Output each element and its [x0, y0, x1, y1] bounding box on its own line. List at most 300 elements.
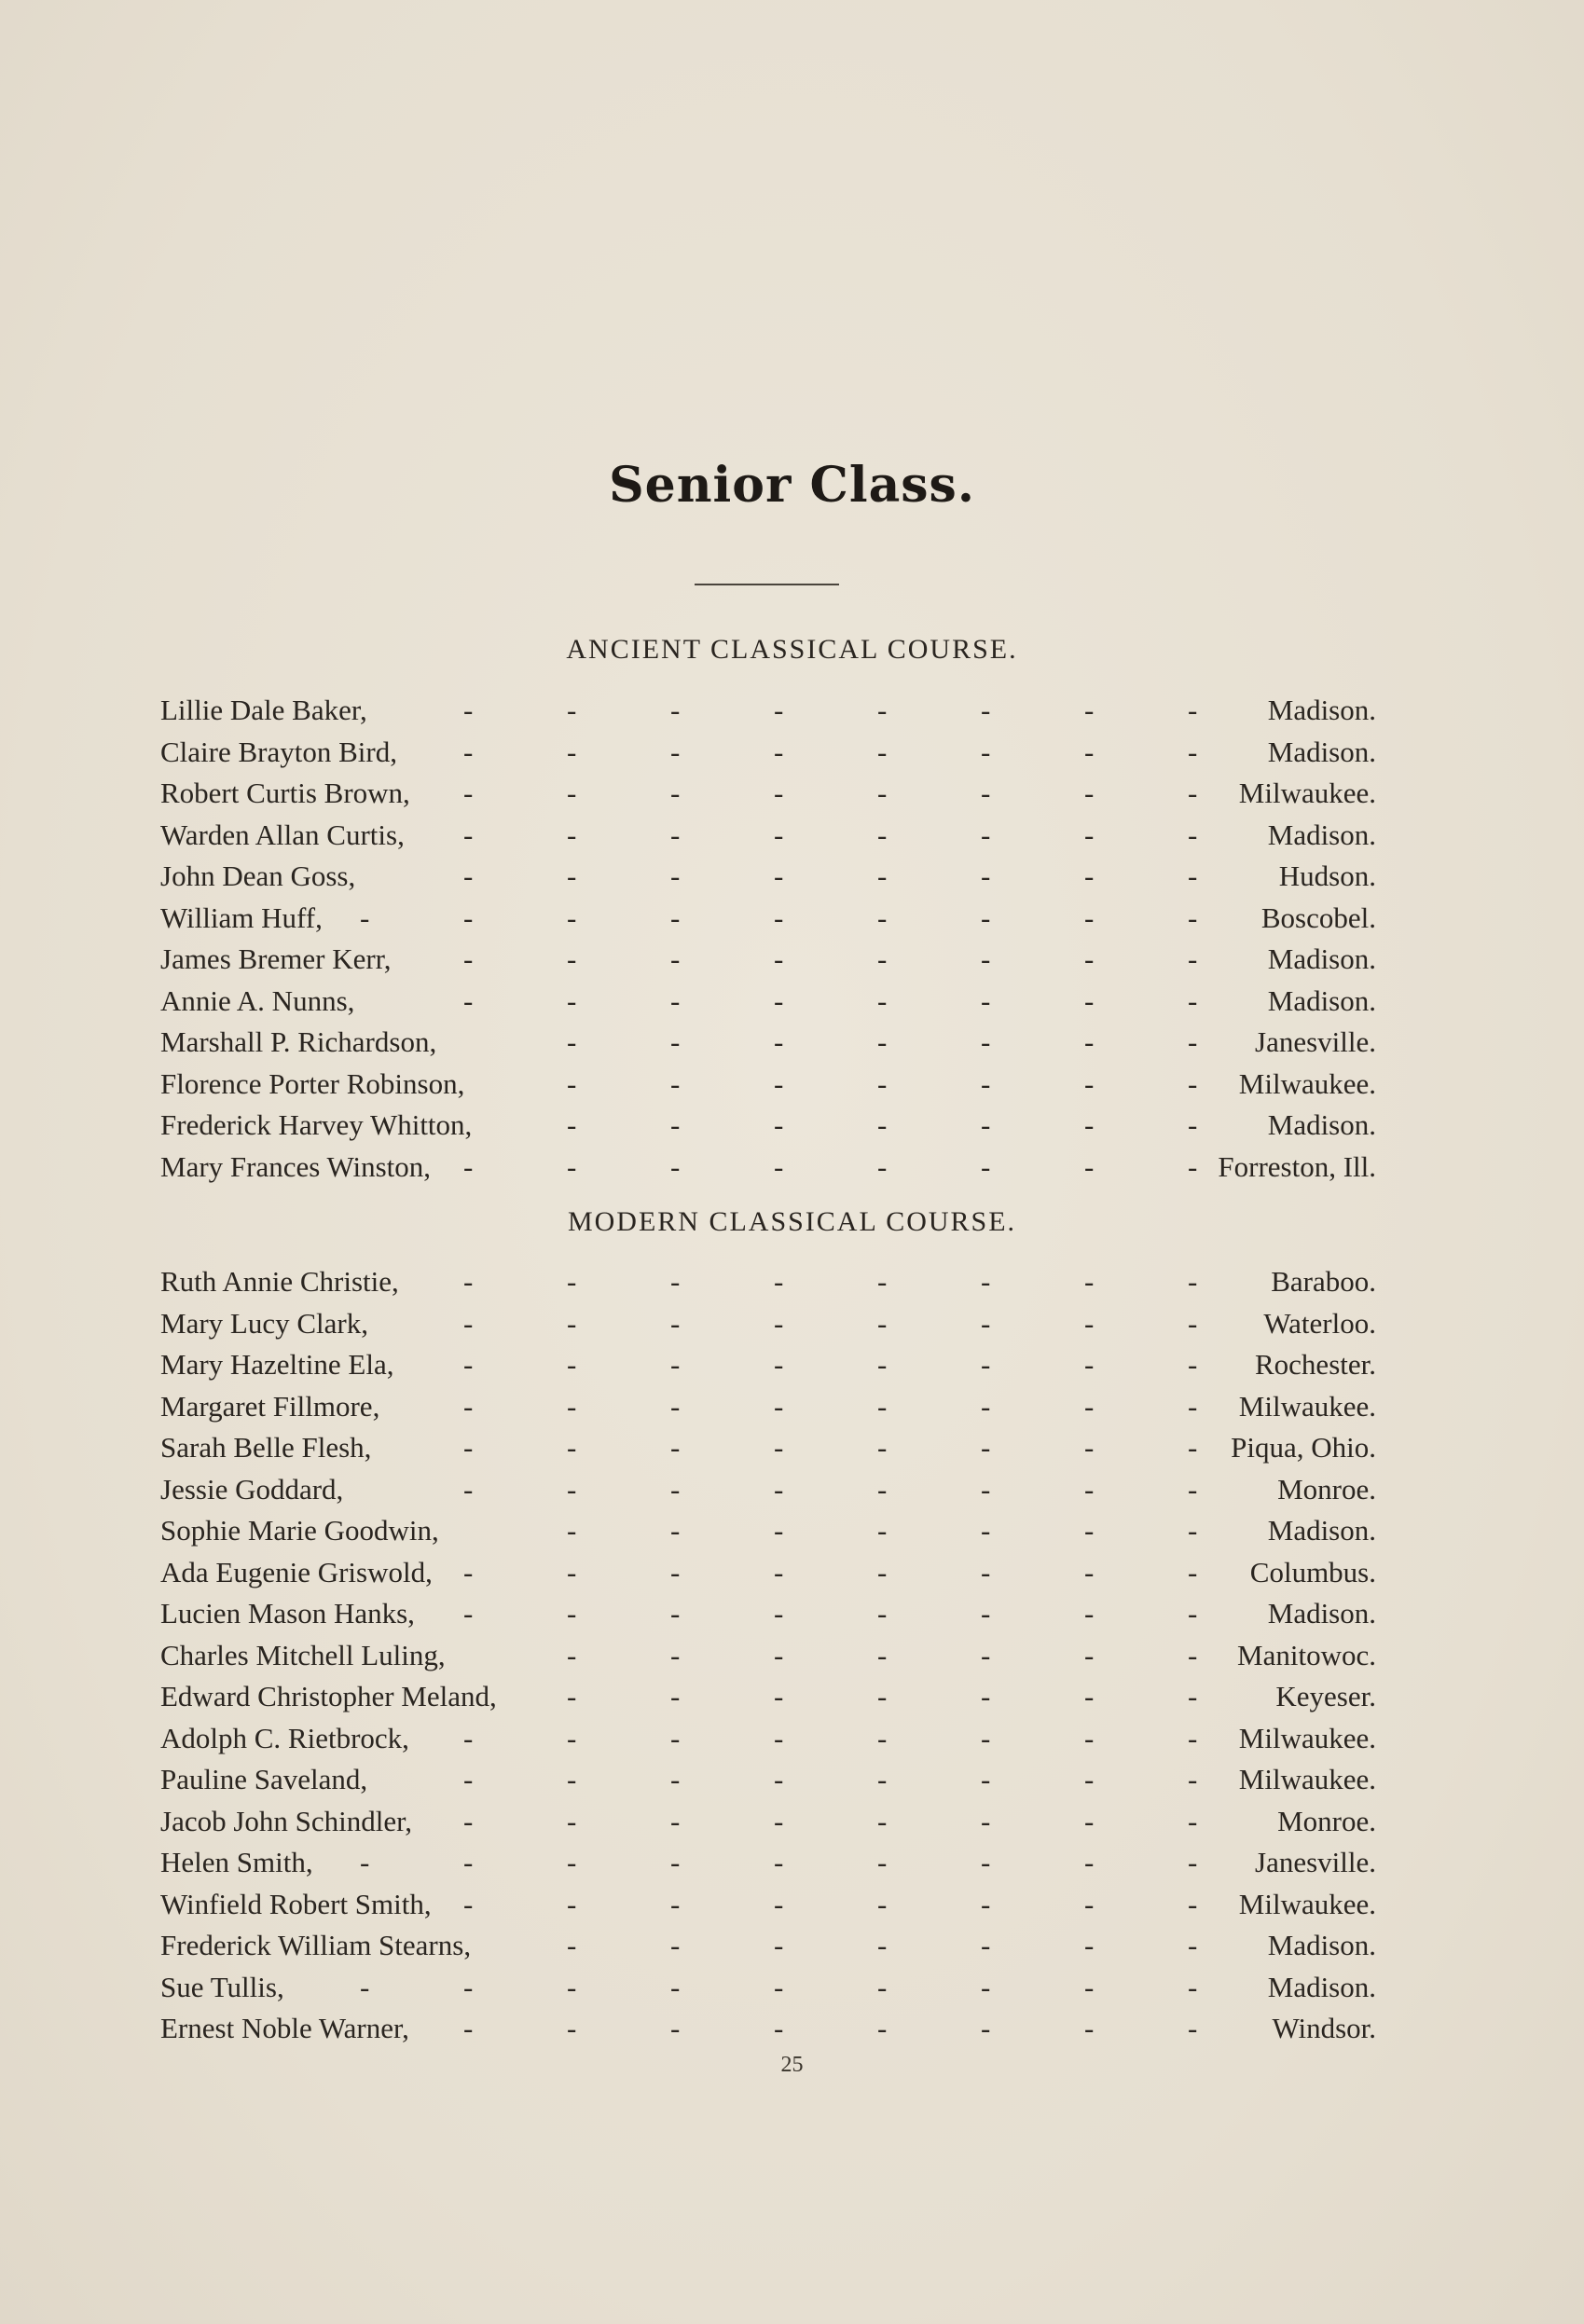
list-item	[160, 1303, 1376, 1345]
student-hometown: Madison.	[1267, 694, 1376, 726]
student-name: Warden Allan Curtis,	[160, 818, 405, 851]
list-item	[160, 1261, 1376, 1303]
leader-dash: -	[877, 1555, 888, 1588]
student-name: Annie A. Nunns,	[160, 983, 355, 1017]
leader-dash: -	[360, 1970, 370, 2003]
leader-dash: -	[774, 1638, 784, 1671]
leader-dash: -	[567, 694, 577, 726]
leader-dash: -	[1188, 1431, 1198, 1464]
leader-dash: -	[1084, 818, 1095, 851]
student-name: Claire Brayton Bird,	[160, 735, 397, 768]
list-item	[160, 1147, 1376, 1189]
leader-dash: -	[981, 901, 991, 934]
leader-dash: -	[877, 1431, 888, 1464]
leader-dash: -	[877, 818, 888, 851]
leader-dash: -	[567, 1149, 577, 1183]
leader-dash: -	[1084, 901, 1095, 934]
leader-dash: -	[774, 1929, 784, 1961]
leader-dash: -	[567, 1680, 577, 1712]
student-name: Lucien Mason Hanks,	[160, 1597, 415, 1630]
leader-dash: -	[463, 1970, 474, 2003]
leader-dash: -	[670, 1472, 681, 1506]
leader-dash: -	[463, 1306, 474, 1340]
leader-dash: -	[463, 1431, 474, 1464]
leader-dash: -	[877, 901, 888, 934]
leader-dash: -	[670, 983, 681, 1017]
student-name: Edward Christopher Meland,	[160, 1680, 497, 1712]
leader-dash: -	[1188, 1348, 1198, 1381]
list-item	[160, 1427, 1376, 1469]
student-name: Frederick William Stearns,	[160, 1929, 472, 1961]
leader-dash: -	[360, 901, 370, 934]
leader-dash: -	[774, 1555, 784, 1588]
student-hometown: Boscobel.	[1260, 901, 1376, 934]
leader-dash: -	[1084, 1763, 1095, 1795]
leader-dash: -	[981, 1348, 991, 1381]
leader-dash: -	[1188, 901, 1198, 934]
leader-dash: -	[1084, 1680, 1095, 1712]
leader-dash: -	[981, 735, 991, 768]
leader-dash: -	[1084, 983, 1095, 1017]
list-item	[160, 939, 1376, 981]
leader-dash: -	[463, 2012, 474, 2044]
student-hometown: Piqua, Ohio.	[1231, 1431, 1376, 1464]
leader-dash: -	[1188, 983, 1198, 1017]
leader-dash: -	[1188, 1721, 1198, 1754]
student-hometown: Milwaukee.	[1238, 1721, 1376, 1754]
leader-dash: -	[774, 1108, 784, 1141]
leader-dash: -	[774, 1348, 784, 1381]
student-hometown: Madison.	[1267, 942, 1376, 975]
list-item	[160, 1718, 1376, 1760]
student-hometown: Madison.	[1267, 983, 1376, 1017]
leader-dash: -	[670, 735, 681, 768]
leader-dash: -	[567, 1970, 577, 2003]
list-item	[160, 1510, 1376, 1552]
leader-dash: -	[670, 694, 681, 726]
leader-dash: -	[567, 818, 577, 851]
leader-dash: -	[1188, 1389, 1198, 1423]
student-name: Ernest Noble Warner,	[160, 2012, 409, 2044]
leader-dash: -	[463, 1887, 474, 1920]
leader-dash: -	[981, 1597, 991, 1630]
leader-dash: -	[1188, 1066, 1198, 1100]
student-hometown: Forreston, Ill.	[1218, 1149, 1376, 1183]
leader-dash: -	[1084, 859, 1095, 892]
leader-dash: -	[567, 1431, 577, 1464]
leader-dash: -	[463, 1348, 474, 1381]
leader-dash: -	[1188, 777, 1198, 809]
leader-dash: -	[1188, 818, 1198, 851]
list-item	[160, 1759, 1376, 1801]
leader-dash: -	[1084, 1431, 1095, 1464]
leader-dash: -	[981, 1431, 991, 1464]
list-item	[160, 1676, 1376, 1718]
student-name: Adolph C. Rietbrock,	[160, 1721, 409, 1754]
leader-dash: -	[1084, 1887, 1095, 1920]
student-hometown: Monroe.	[1277, 1472, 1376, 1506]
leader-dash: -	[567, 1389, 577, 1423]
leader-dash: -	[877, 942, 888, 975]
leader-dash: -	[981, 1763, 991, 1795]
leader-dash: -	[1188, 1472, 1198, 1506]
leader-dash: -	[567, 1555, 577, 1588]
leader-dash: -	[774, 1846, 784, 1878]
student-list-modern	[160, 1261, 1376, 2050]
leader-dash: -	[463, 694, 474, 726]
list-item	[160, 1064, 1376, 1106]
student-hometown: Madison.	[1267, 735, 1376, 768]
student-hometown: Keyeser.	[1275, 1680, 1376, 1712]
leader-dash: -	[774, 2012, 784, 2044]
leader-dash: -	[670, 1763, 681, 1795]
leader-dash: -	[1084, 1597, 1095, 1630]
leader-dash: -	[1188, 1763, 1198, 1795]
student-name: Jacob John Schindler,	[160, 1804, 412, 1837]
leader-dash: -	[1084, 777, 1095, 809]
leader-dash: -	[1084, 1066, 1095, 1100]
leader-dash: -	[877, 1721, 888, 1754]
leader-dash: -	[774, 1431, 784, 1464]
student-name: Mary Hazeltine Ela,	[160, 1348, 394, 1381]
list-item	[160, 1967, 1376, 2009]
leader-dash: -	[981, 1306, 991, 1340]
list-item	[160, 1344, 1376, 1386]
leader-dash: -	[463, 983, 474, 1017]
leader-dash: -	[1084, 1348, 1095, 1381]
leader-dash: -	[981, 1680, 991, 1712]
leader-dash: -	[463, 1389, 474, 1423]
leader-dash: -	[463, 777, 474, 809]
leader-dash: -	[1188, 735, 1198, 768]
student-hometown: Monroe.	[1277, 1804, 1376, 1837]
leader-dash: -	[1188, 1887, 1198, 1920]
leader-dash: -	[981, 1108, 991, 1141]
leader-dash: -	[567, 1763, 577, 1795]
leader-dash: -	[774, 1763, 784, 1795]
leader-dash: -	[567, 777, 577, 809]
leader-dash: -	[1084, 1389, 1095, 1423]
leader-dash: -	[774, 983, 784, 1017]
leader-dash: -	[981, 1472, 991, 1506]
leader-dash: -	[1188, 1597, 1198, 1630]
leader-dash: -	[463, 818, 474, 851]
leader-dash: -	[981, 1721, 991, 1754]
leader-dash: -	[981, 1389, 991, 1423]
leader-dash: -	[1188, 1804, 1198, 1837]
leader-dash: -	[567, 1472, 577, 1506]
leader-dash: -	[877, 694, 888, 726]
leader-dash: -	[877, 1929, 888, 1961]
leader-dash: -	[981, 1804, 991, 1837]
leader-dash: -	[670, 1804, 681, 1837]
student-name: Ada Eugenie Griswold,	[160, 1555, 433, 1588]
student-name: James Bremer Kerr,	[160, 942, 392, 975]
leader-dash: -	[981, 777, 991, 809]
leader-dash: -	[1188, 694, 1198, 726]
leader-dash: -	[1084, 942, 1095, 975]
list-item	[160, 1386, 1376, 1428]
leader-dash: -	[1084, 1804, 1095, 1837]
leader-dash: -	[774, 1970, 784, 2003]
leader-dash: -	[877, 735, 888, 768]
leader-dash: -	[567, 1348, 577, 1381]
leader-dash: -	[1084, 1306, 1095, 1340]
leader-dash: -	[360, 1846, 370, 1878]
leader-dash: -	[567, 901, 577, 934]
leader-dash: -	[567, 735, 577, 768]
leader-dash: -	[981, 1149, 991, 1183]
leader-dash: -	[774, 1265, 784, 1298]
leader-dash: -	[981, 1846, 991, 1878]
leader-dash: -	[670, 1929, 681, 1961]
leader-dash: -	[463, 1597, 474, 1630]
student-hometown: Madison.	[1267, 1597, 1376, 1630]
leader-dash: -	[774, 777, 784, 809]
leader-dash: -	[877, 983, 888, 1017]
leader-dash: -	[1188, 1555, 1198, 1588]
section-heading-modern: MODERN CLASSICAL COURSE.	[567, 1206, 1017, 1237]
leader-dash: -	[670, 777, 681, 809]
leader-dash: -	[774, 901, 784, 934]
leader-dash: -	[774, 818, 784, 851]
leader-dash: -	[774, 735, 784, 768]
leader-dash: -	[463, 1472, 474, 1506]
leader-dash: -	[670, 1680, 681, 1712]
leader-dash: -	[567, 983, 577, 1017]
leader-dash: -	[670, 1149, 681, 1183]
list-item	[160, 1593, 1376, 1635]
leader-dash: -	[1188, 1025, 1198, 1058]
student-name: Lillie Dale Baker,	[160, 694, 367, 726]
leader-dash: -	[774, 942, 784, 975]
leader-dash: -	[877, 1638, 888, 1671]
leader-dash: -	[877, 2012, 888, 2044]
leader-dash: -	[670, 1025, 681, 1058]
leader-dash: -	[774, 1025, 784, 1058]
student-name: Mary Lucy Clark,	[160, 1306, 368, 1340]
student-name: Mary Frances Winston,	[160, 1149, 432, 1183]
student-name: Ruth Annie Christie,	[160, 1265, 399, 1298]
student-hometown: Janesville.	[1255, 1025, 1376, 1058]
leader-dash: -	[567, 1804, 577, 1837]
section-heading-ancient: ANCIENT CLASSICAL COURSE.	[566, 634, 1018, 665]
leader-dash: -	[463, 859, 474, 892]
leader-dash: -	[567, 1066, 577, 1100]
leader-dash: -	[670, 1108, 681, 1141]
leader-dash: -	[877, 1149, 888, 1183]
leader-dash: -	[567, 1597, 577, 1630]
list-item	[160, 1801, 1376, 1843]
leader-dash: -	[877, 1846, 888, 1878]
student-hometown: Windsor.	[1272, 2012, 1376, 2044]
leader-dash: -	[567, 1929, 577, 1961]
student-name: Florence Porter Robinson,	[160, 1066, 465, 1100]
student-hometown: Milwaukee.	[1238, 1763, 1376, 1795]
leader-dash: -	[567, 2012, 577, 2044]
leader-dash: -	[567, 1887, 577, 1920]
leader-dash: -	[877, 859, 888, 892]
list-item	[160, 898, 1376, 940]
student-name: Sue Tullis,	[160, 1970, 284, 2003]
leader-dash: -	[774, 1472, 784, 1506]
leader-dash: -	[981, 2012, 991, 2044]
leader-dash: -	[1084, 1108, 1095, 1141]
student-name: William Huff,	[160, 901, 323, 934]
leader-dash: -	[670, 901, 681, 934]
leader-dash: -	[1084, 735, 1095, 768]
list-item	[160, 815, 1376, 857]
leader-dash: -	[981, 859, 991, 892]
leader-dash: -	[670, 1970, 681, 2003]
list-item	[160, 1105, 1376, 1147]
leader-dash: -	[567, 1025, 577, 1058]
student-name: Margaret Fillmore,	[160, 1389, 380, 1423]
leader-dash: -	[670, 1066, 681, 1100]
list-item	[160, 1552, 1376, 1594]
leader-dash: -	[567, 1265, 577, 1298]
leader-dash: -	[1188, 1306, 1198, 1340]
leader-dash: -	[877, 1970, 888, 2003]
leader-dash: -	[877, 1680, 888, 1712]
student-hometown: Milwaukee.	[1238, 1887, 1376, 1920]
leader-dash: -	[981, 942, 991, 975]
student-name: Marshall P. Richardson,	[160, 1025, 437, 1058]
leader-dash: -	[670, 818, 681, 851]
student-name: Jessie Goddard,	[160, 1472, 344, 1506]
student-hometown: Hudson.	[1278, 859, 1376, 892]
leader-dash: -	[774, 1804, 784, 1837]
leader-dash: -	[774, 1721, 784, 1754]
leader-dash: -	[1188, 859, 1198, 892]
leader-dash: -	[877, 1597, 888, 1630]
leader-dash: -	[463, 1846, 474, 1878]
leader-dash: -	[774, 1514, 784, 1547]
student-hometown: Madison.	[1267, 818, 1376, 851]
student-name: Sarah Belle Flesh,	[160, 1431, 372, 1464]
leader-dash: -	[981, 1066, 991, 1100]
leader-dash: -	[670, 1597, 681, 1630]
student-hometown: Milwaukee.	[1238, 1389, 1376, 1423]
leader-dash: -	[774, 1389, 784, 1423]
leader-dash: -	[463, 735, 474, 768]
leader-dash: -	[877, 1472, 888, 1506]
leader-dash: -	[877, 1306, 888, 1340]
leader-dash: -	[567, 1846, 577, 1878]
student-hometown: Columbus.	[1249, 1555, 1376, 1588]
leader-dash: -	[1084, 1638, 1095, 1671]
leader-dash: -	[463, 1149, 474, 1183]
student-hometown: Baraboo.	[1271, 1265, 1376, 1298]
leader-dash: -	[463, 1763, 474, 1795]
leader-dash: -	[981, 1555, 991, 1588]
student-hometown: Janesville.	[1255, 1846, 1376, 1878]
student-hometown: Rochester.	[1255, 1348, 1376, 1381]
leader-dash: -	[1188, 1680, 1198, 1712]
leader-dash: -	[670, 1265, 681, 1298]
student-hometown: Waterloo.	[1263, 1306, 1376, 1340]
list-item	[160, 1925, 1376, 1967]
list-item	[160, 1884, 1376, 1926]
list-item	[160, 773, 1376, 815]
leader-dash: -	[670, 2012, 681, 2044]
list-item	[160, 732, 1376, 774]
leader-dash: -	[1084, 1970, 1095, 2003]
leader-dash: -	[877, 777, 888, 809]
leader-dash: -	[774, 1066, 784, 1100]
leader-dash: -	[567, 1306, 577, 1340]
leader-dash: -	[877, 1265, 888, 1298]
student-hometown: Madison.	[1267, 1108, 1376, 1141]
leader-dash: -	[981, 983, 991, 1017]
leader-dash: -	[1084, 2012, 1095, 2044]
leader-dash: -	[877, 1887, 888, 1920]
leader-dash: -	[670, 1306, 681, 1340]
leader-dash: -	[567, 1108, 577, 1141]
leader-dash: -	[670, 1721, 681, 1754]
leader-dash: -	[877, 1389, 888, 1423]
leader-dash: -	[1084, 694, 1095, 726]
student-name: Charles Mitchell Luling,	[160, 1638, 446, 1671]
leader-dash: -	[670, 1348, 681, 1381]
leader-dash: -	[1084, 1721, 1095, 1754]
leader-dash: -	[981, 1025, 991, 1058]
leader-dash: -	[877, 1066, 888, 1100]
student-name: Sophie Marie Goodwin,	[160, 1514, 439, 1547]
leader-dash: -	[1084, 1472, 1095, 1506]
title-divider	[695, 584, 839, 585]
leader-dash: -	[567, 1514, 577, 1547]
leader-dash: -	[1084, 1025, 1095, 1058]
leader-dash: -	[567, 1638, 577, 1671]
page-title: Senior Class.	[609, 457, 975, 514]
leader-dash: -	[463, 1265, 474, 1298]
leader-dash: -	[877, 1804, 888, 1837]
student-name: Pauline Saveland,	[160, 1763, 368, 1795]
leader-dash: -	[877, 1108, 888, 1141]
leader-dash: -	[1084, 1555, 1095, 1588]
list-item	[160, 1469, 1376, 1511]
leader-dash: -	[670, 1638, 681, 1671]
leader-dash: -	[463, 901, 474, 934]
leader-dash: -	[981, 818, 991, 851]
leader-dash: -	[877, 1348, 888, 1381]
leader-dash: -	[670, 1389, 681, 1423]
leader-dash: -	[981, 1514, 991, 1547]
leader-dash: -	[774, 694, 784, 726]
leader-dash: -	[1188, 1514, 1198, 1547]
leader-dash: -	[774, 1306, 784, 1340]
leader-dash: -	[567, 942, 577, 975]
leader-dash: -	[774, 859, 784, 892]
leader-dash: -	[981, 1970, 991, 2003]
student-name: Robert Curtis Brown,	[160, 777, 410, 809]
student-hometown: Milwaukee.	[1238, 777, 1376, 809]
leader-dash: -	[774, 1597, 784, 1630]
leader-dash: -	[670, 1846, 681, 1878]
leader-dash: -	[877, 1025, 888, 1058]
leader-dash: -	[1188, 942, 1198, 975]
student-name: John Dean Goss,	[160, 859, 356, 892]
student-hometown: Madison.	[1267, 1970, 1376, 2003]
leader-dash: -	[567, 859, 577, 892]
leader-dash: -	[877, 1514, 888, 1547]
leader-dash: -	[1188, 1970, 1198, 2003]
leader-dash: -	[463, 1804, 474, 1837]
leader-dash: -	[1188, 1108, 1198, 1141]
leader-dash: -	[1188, 1929, 1198, 1961]
leader-dash: -	[1084, 1929, 1095, 1961]
